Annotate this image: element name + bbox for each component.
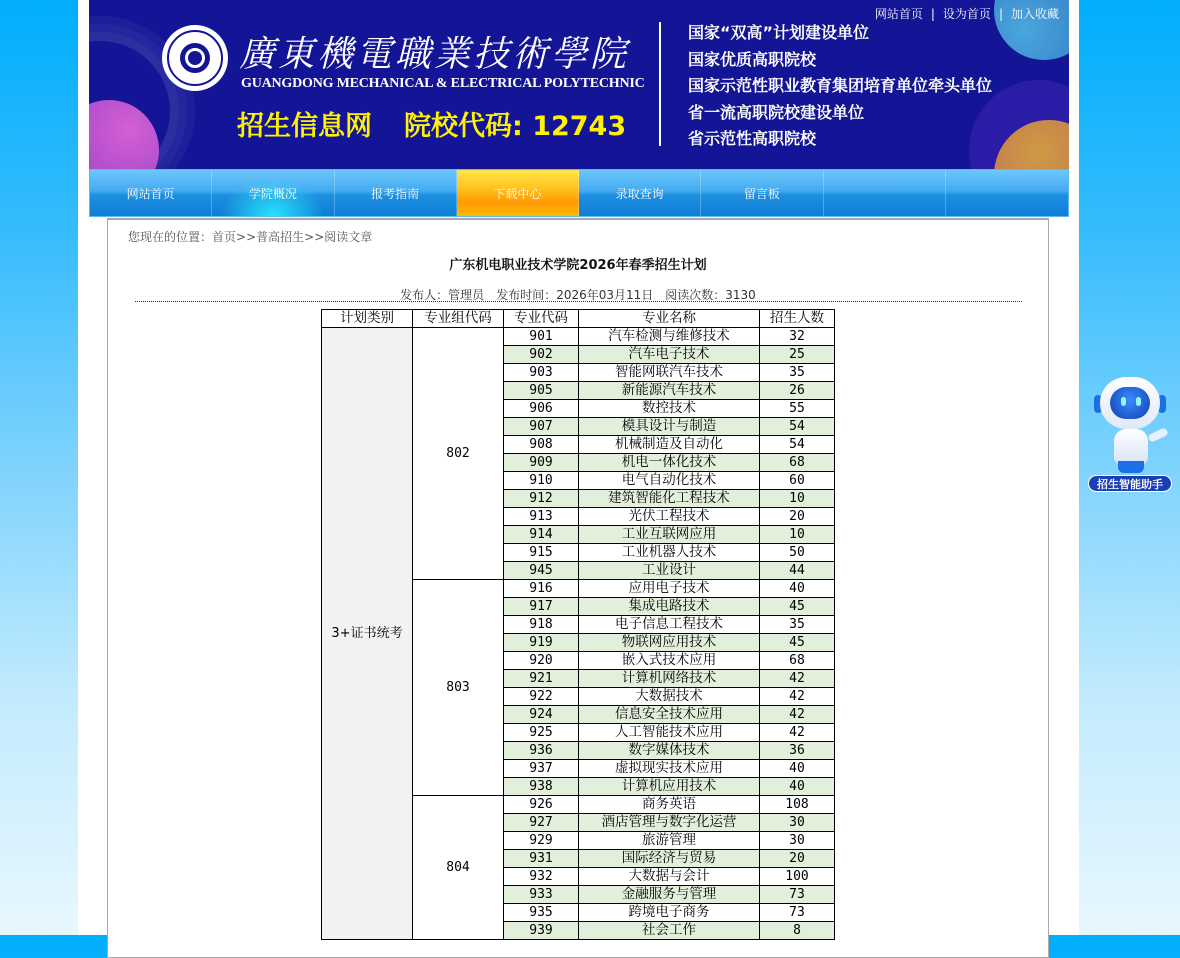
- major-code-cell: 913: [504, 508, 579, 526]
- enrollment-count-cell: 25: [760, 346, 835, 364]
- enrollment-count-cell: 35: [760, 364, 835, 382]
- major-name-cell: 金融服务与管理: [579, 886, 760, 904]
- major-name-cell: 光伏工程技术: [579, 508, 760, 526]
- major-name-cell: 机电一体化技术: [579, 454, 760, 472]
- enrollment-count-cell: 42: [760, 688, 835, 706]
- major-name-cell: 国际经济与贸易: [579, 850, 760, 868]
- major-code-cell: 945: [504, 562, 579, 580]
- enrollment-count-cell: 54: [760, 436, 835, 454]
- major-name-cell: 汽车检测与维修技术: [579, 328, 760, 346]
- enrollment-count-cell: 55: [760, 400, 835, 418]
- enrollment-count-cell: 20: [760, 508, 835, 526]
- major-name-cell: 机械制造及自动化: [579, 436, 760, 454]
- enrollment-count-cell: 73: [760, 904, 835, 922]
- major-name-cell: 智能网联汽车技术: [579, 364, 760, 382]
- table-header-row: [322, 310, 835, 328]
- enrollment-count-cell: 10: [760, 526, 835, 544]
- school-name-cn: 廣東機電職業技術學院: [239, 34, 630, 75]
- nav-item-empty: [946, 170, 1068, 216]
- nav-item-home[interactable]: 网站首页: [90, 170, 212, 216]
- link-add-favorite[interactable]: 加入收藏: [1010, 7, 1059, 21]
- major-code-cell: 937: [504, 760, 579, 778]
- enrollment-count-cell: 30: [760, 814, 835, 832]
- article-title: 广东机电职业技术学院2026年春季招生计划: [449, 258, 707, 273]
- group-code-cell: 802: [413, 328, 504, 580]
- major-name-cell: 物联网应用技术: [579, 634, 760, 652]
- major-code-cell: 935: [504, 904, 579, 922]
- major-name-cell: 应用电子技术: [579, 580, 760, 598]
- major-code-cell: 936: [504, 742, 579, 760]
- honor-item: 国家“双高”计划建设单位: [688, 23, 870, 42]
- enrollment-count-cell: 32: [760, 328, 835, 346]
- major-code-cell: 908: [504, 436, 579, 454]
- nav-item-downloads[interactable]: 下载中心: [457, 170, 579, 216]
- major-code-cell: 929: [504, 832, 579, 850]
- divider: [135, 301, 1022, 302]
- major-name-cell: 新能源汽车技术: [579, 382, 760, 400]
- assistant-label: 招生智能助手: [1088, 475, 1172, 492]
- enrollment-count-cell: 10: [760, 490, 835, 508]
- major-name-cell: 商务英语: [579, 796, 760, 814]
- nav-item-empty: [824, 170, 946, 216]
- major-code-cell: 914: [504, 526, 579, 544]
- honor-item: 国家示范性职业教育集团培育单位牵头单位: [688, 76, 993, 95]
- enrollment-count-cell: 40: [760, 580, 835, 598]
- major-code-cell: 912: [504, 490, 579, 508]
- enrollment-count-cell: 100: [760, 868, 835, 886]
- enrollment-count-cell: 44: [760, 562, 835, 580]
- col-header: 专业组代码: [413, 310, 504, 328]
- divider: [659, 22, 661, 146]
- major-name-cell: 工业互联网应用: [579, 526, 760, 544]
- major-code-cell: 924: [504, 706, 579, 724]
- major-name-cell: 电子信息工程技术: [579, 616, 760, 634]
- enrollment-count-cell: 36: [760, 742, 835, 760]
- plan-category-cell: 3+证书统考: [322, 328, 413, 940]
- enrollment-count-cell: 20: [760, 850, 835, 868]
- nav-item-about[interactable]: 学院概况: [212, 170, 334, 216]
- school-name-en: GUANGDONG MECHANICAL & ELECTRICAL POLYTECHNIC: [241, 76, 645, 91]
- group-code-cell: 803: [413, 580, 504, 796]
- enrollment-count-cell: 45: [760, 634, 835, 652]
- breadcrumb-current: 阅读文章: [324, 230, 373, 244]
- breadcrumb: 您现在的位置：首页>>普高招生>>阅读文章: [128, 230, 373, 244]
- nav-item-message-board[interactable]: 留言板: [701, 170, 823, 216]
- major-code-cell: 932: [504, 868, 579, 886]
- major-name-cell: 社会工作: [579, 922, 760, 940]
- enrollment-count-cell: 68: [760, 652, 835, 670]
- major-code-cell: 902: [504, 346, 579, 364]
- honors-list: [688, 20, 992, 153]
- major-name-cell: 建筑智能化工程技术: [579, 490, 760, 508]
- major-code-cell: 906: [504, 400, 579, 418]
- breadcrumb-general[interactable]: 普高招生: [256, 230, 305, 244]
- header-banner: [89, 0, 1069, 169]
- major-name-cell: 虚拟现实技术应用: [579, 760, 760, 778]
- col-header: 招生人数: [760, 310, 835, 328]
- honor-item: 省示范性高职院校: [688, 129, 817, 148]
- breadcrumb-home[interactable]: 首页: [212, 230, 237, 244]
- enrollment-count-cell: 42: [760, 706, 835, 724]
- honor-item: 国家优质高职院校: [688, 49, 817, 69]
- major-name-cell: 大数据技术: [579, 688, 760, 706]
- article-container: [107, 218, 1049, 958]
- major-code-cell: 931: [504, 850, 579, 868]
- major-name-cell: 嵌入式技术应用: [579, 652, 760, 670]
- major-name-cell: 工业机器人技术: [579, 544, 760, 562]
- col-header: 计划类别: [322, 310, 413, 328]
- author: 发布人：管理员: [400, 288, 485, 302]
- enrollment-count-cell: 26: [760, 382, 835, 400]
- major-name-cell: 工业设计: [579, 562, 760, 580]
- enrollment-count-cell: 73: [760, 886, 835, 904]
- enrollment-count-cell: 8: [760, 922, 835, 940]
- major-code-cell: 915: [504, 544, 579, 562]
- enrollment-count-cell: 40: [760, 778, 835, 796]
- top-links: 网站首页 | 设为首页 | 加入收藏: [874, 7, 1059, 21]
- school-logo: [162, 25, 228, 91]
- major-code-cell: 938: [504, 778, 579, 796]
- group-code-cell: 804: [413, 796, 504, 940]
- nav-item-guide[interactable]: 报考指南: [335, 170, 457, 216]
- link-home[interactable]: 网站首页: [874, 7, 923, 21]
- major-code-cell: 919: [504, 634, 579, 652]
- major-code-cell: 910: [504, 472, 579, 490]
- main-nav: [89, 169, 1069, 217]
- major-code-cell: 907: [504, 418, 579, 436]
- major-name-cell: 大数据与会计: [579, 868, 760, 886]
- publish-date: 发布时间：2026年03月11日: [496, 288, 654, 302]
- enrollment-count-cell: 50: [760, 544, 835, 562]
- major-code-cell: 922: [504, 688, 579, 706]
- col-header: 专业名称: [579, 310, 760, 328]
- major-name-cell: 跨境电子商务: [579, 904, 760, 922]
- enrollment-count-cell: 45: [760, 598, 835, 616]
- major-code-cell: 916: [504, 580, 579, 598]
- major-code-cell: 905: [504, 382, 579, 400]
- honor-item: 省一流高职院校建设单位: [688, 102, 865, 122]
- major-code-cell: 925: [504, 724, 579, 742]
- major-name-cell: 旅游管理: [579, 832, 760, 850]
- major-name-cell: 数控技术: [579, 400, 760, 418]
- major-name-cell: 信息安全技术应用: [579, 706, 760, 724]
- enrollment-count-cell: 68: [760, 454, 835, 472]
- major-name-cell: 人工智能技术应用: [579, 724, 760, 742]
- major-code-cell: 903: [504, 364, 579, 382]
- major-code-cell: 926: [504, 796, 579, 814]
- enrollment-plan-table: [321, 309, 835, 940]
- enrollment-count-cell: 35: [760, 616, 835, 634]
- major-name-cell: 计算机应用技术: [579, 778, 760, 796]
- enrollment-count-cell: 30: [760, 832, 835, 850]
- nav-item-admission-query[interactable]: 录取查询: [579, 170, 701, 216]
- major-name-cell: 计算机网络技术: [579, 670, 760, 688]
- school-code: 院校代码: 12743: [404, 111, 627, 142]
- major-code-cell: 909: [504, 454, 579, 472]
- major-name-cell: 模具设计与制造: [579, 418, 760, 436]
- major-name-cell: 汽车电子技术: [579, 346, 760, 364]
- col-header: 专业代码: [504, 310, 579, 328]
- slogan-left: 招生信息网: [237, 111, 372, 142]
- major-name-cell: 集成电路技术: [579, 598, 760, 616]
- table-row: [322, 328, 835, 346]
- view-count: 阅读次数：3130: [665, 288, 756, 302]
- major-code-cell: 917: [504, 598, 579, 616]
- slogan: [237, 104, 658, 143]
- major-code-cell: 921: [504, 670, 579, 688]
- enrollment-count-cell: 60: [760, 472, 835, 490]
- enrollment-count-cell: 108: [760, 796, 835, 814]
- major-code-cell: 901: [504, 328, 579, 346]
- major-code-cell: 933: [504, 886, 579, 904]
- major-code-cell: 927: [504, 814, 579, 832]
- link-set-homepage[interactable]: 设为首页: [942, 7, 991, 21]
- admission-assistant-button[interactable]: [1086, 375, 1174, 495]
- major-code-cell: 918: [504, 616, 579, 634]
- major-name-cell: 酒店管理与数字化运营: [579, 814, 760, 832]
- enrollment-count-cell: 54: [760, 418, 835, 436]
- enrollment-count-cell: 42: [760, 724, 835, 742]
- major-name-cell: 数字媒体技术: [579, 742, 760, 760]
- major-code-cell: 939: [504, 922, 579, 940]
- major-code-cell: 920: [504, 652, 579, 670]
- enrollment-count-cell: 40: [760, 760, 835, 778]
- enrollment-count-cell: 42: [760, 670, 835, 688]
- major-name-cell: 电气自动化技术: [579, 472, 760, 490]
